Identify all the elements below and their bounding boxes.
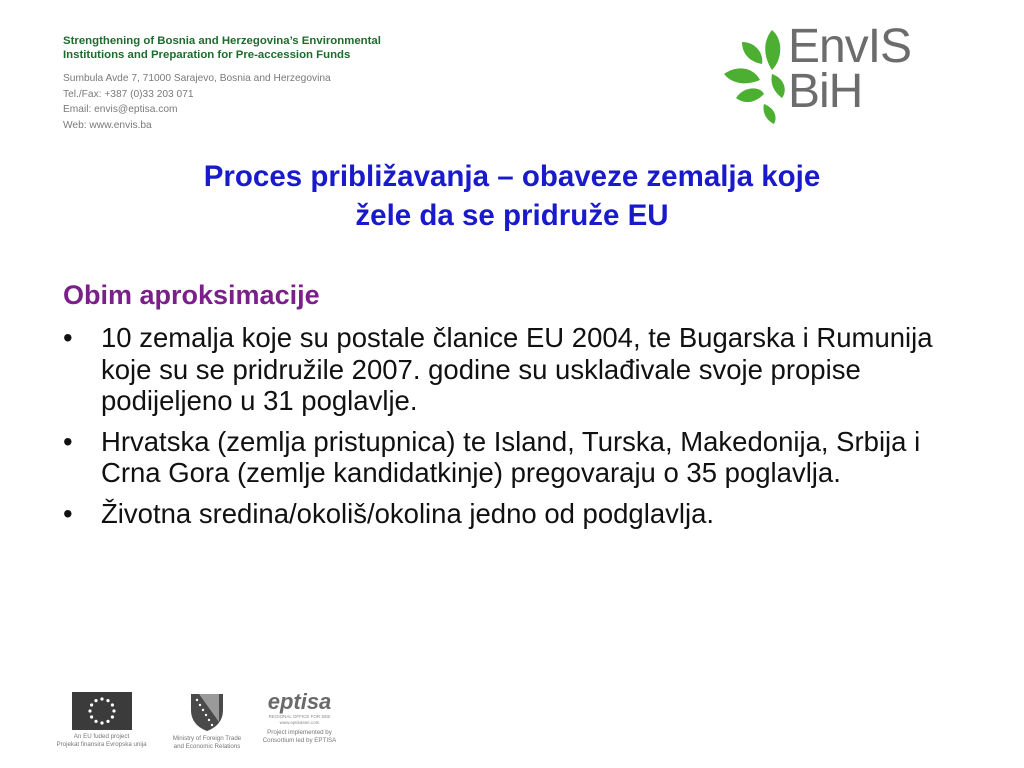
email-text: Email: envis@eptisa.com [63,104,178,116]
logo-line2: BiH [788,65,863,118]
eu-logo-block [54,690,149,748]
ministry-caption-line2: and Economic Relations [173,742,241,750]
footer-logos [54,690,354,760]
bullet-text: 10 zemalja koje su postale članice EU 2004, te Bugarska i Rumunija koje su se pridružile 2007. godine su usklađivale svoje propise podijeljeno u 31 poglavlje. [101,322,933,416]
eu-caption-line2: Projekat finansira Evropska unija [56,740,147,748]
bullet-dot: • [63,425,73,457]
slide-title-line1: Proces približavanja – obaveze zemalja koje [203,160,821,193]
contact-info [63,71,493,134]
bullet-dot: • [63,497,73,529]
eptisa-subline1: REGIONAL OFFICE FOR SEE [268,714,331,719]
eptisa-logo-block [252,690,347,744]
eptisa-caption-line1: Project implemented by [267,729,332,736]
bullet-item [63,322,963,417]
logo-text [788,20,912,118]
eu-caption-line1: An EU fuded project [73,733,130,740]
eptisa-subline2: www.eptisasee.com [279,719,320,725]
ministry-logo-block [162,690,252,750]
bullet-text: Životna sredina/okoliš/okolina jedno od podglavlja. [101,497,715,529]
logo-line1: EnvIS [788,20,912,73]
bullet-dot: • [63,322,73,353]
bullet-item [63,498,963,530]
coat-of-arms-icon [187,692,227,732]
leaves-icon [722,28,792,128]
header-block [63,34,493,134]
envis-bih-logo [722,20,962,128]
eptisa-caption-line2: Consortium led by EPTISA [262,736,337,744]
bullet-list [63,322,963,538]
slide-title-line2: žele da se pridruže EU [355,199,669,232]
ministry-caption-line1: Ministry of Foreign Trade [172,735,242,742]
project-title-line2: Institutions and Preparation for Pre-accession Funds [63,49,351,61]
project-title-line1: Strengthening of Bosnia and Herzegovina’s Environmental [63,35,381,47]
eu-flag-icon [72,692,132,730]
eptisa-logo-text: eptisa [267,689,332,714]
slide-title [70,157,954,235]
phone-text: Tel./Fax: +387 (0)33 203 071 [63,88,194,100]
address-text: Sumbula Avde 7, 71000 Sarajevo, Bosnia and Herzegovina [63,73,331,84]
web-text: Web: www.envis.ba [63,120,152,132]
bullet-item [63,426,963,489]
project-title [63,34,493,62]
bullet-text: Hrvatska (zemlja pristupnica) te Island, Turska, Makedonija, Srbija i Crna Gora (zemlje kandidatkinje) pregovaraju o 35 poglavlja. [101,425,921,488]
slide-subtitle: Obim aproksimacije [63,280,320,310]
